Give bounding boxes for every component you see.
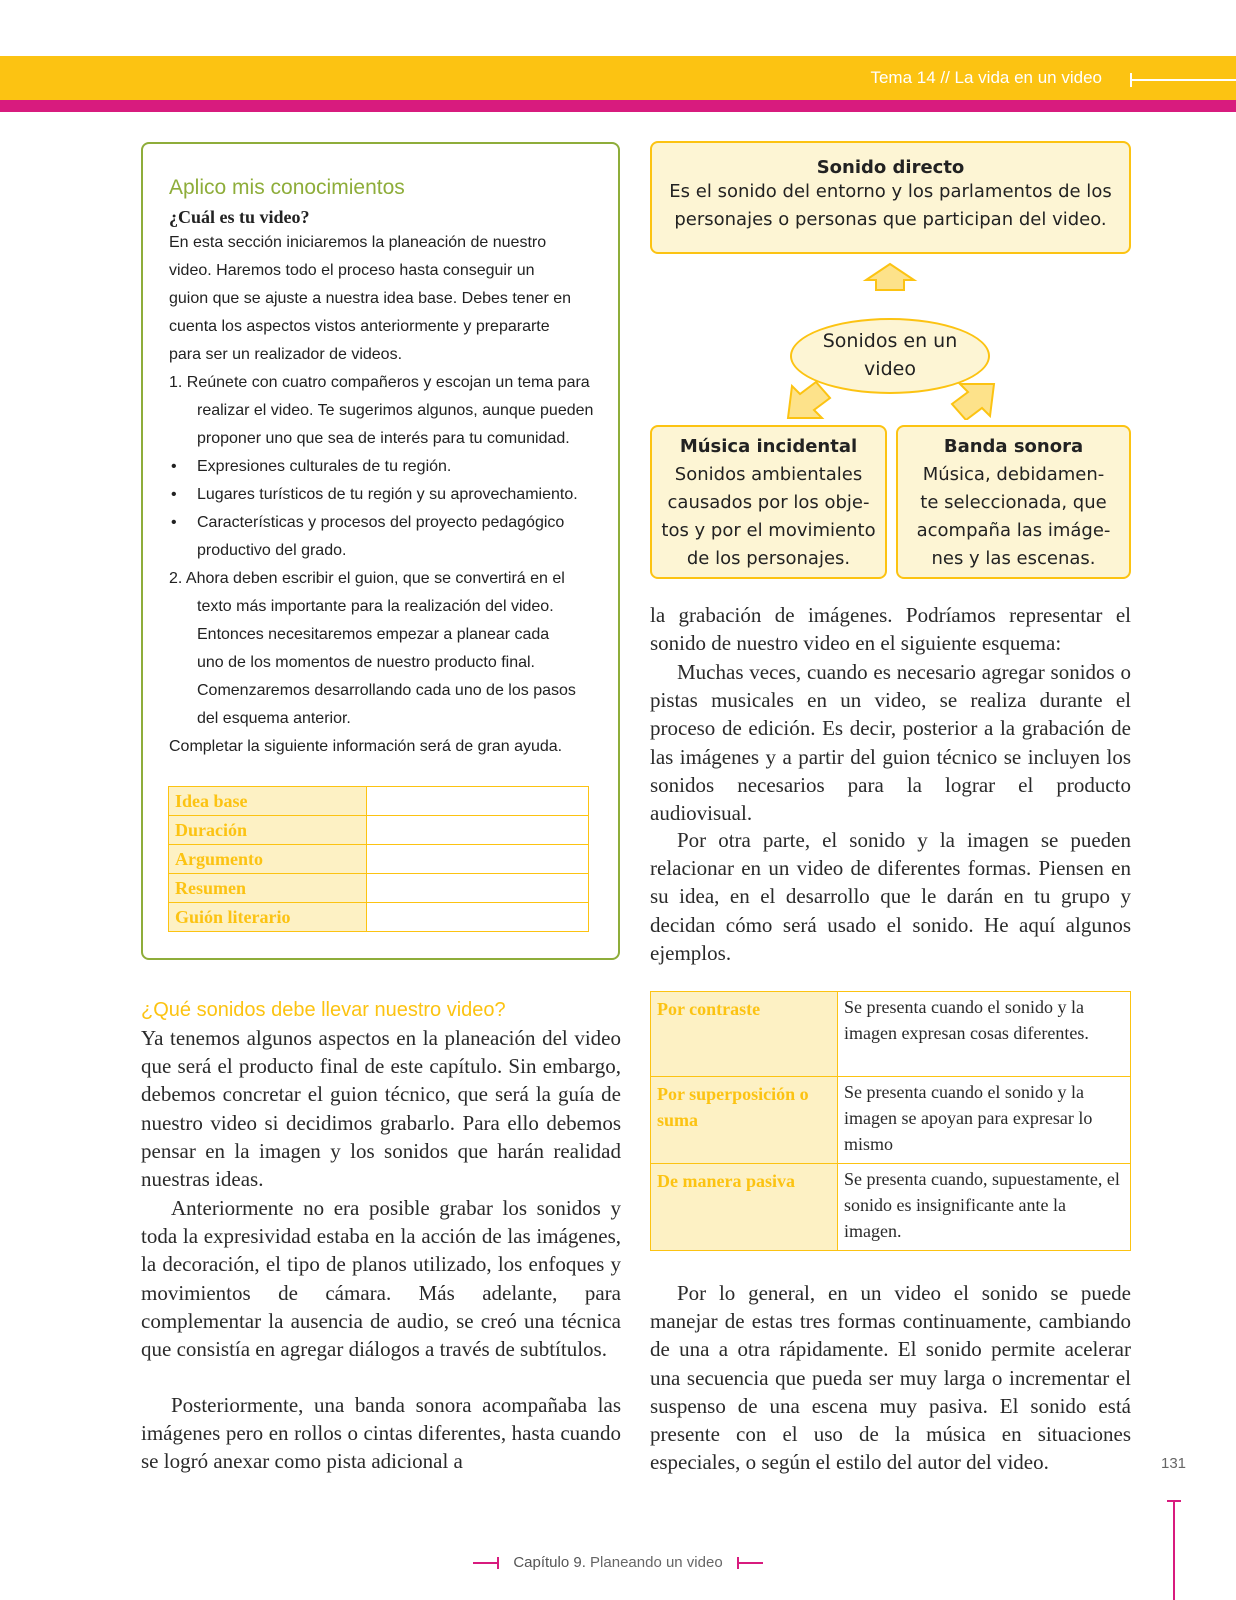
body-paragraph: la grabación de imágenes. Podríamos representar el sonido de nuestro video en el siguiente esquema: [650,603,1131,656]
activity-line: texto más importante para la realización del video. [197,598,554,615]
sound-image-table [650,991,1131,1251]
table-row [169,787,589,816]
table-row [169,874,589,903]
activity-line: Entonces necesitaremos empezar a planear cada [197,626,550,643]
table-row [651,1164,1131,1251]
diagram-box-text: causados por los obje- [667,492,870,513]
activity-line: 1. Reúnete con cuatro compañeros y escojan un tema para [169,374,590,391]
diagram-box-direct-sound [650,141,1131,254]
bullet: • [171,486,177,503]
activity-question: ¿Cuál es tu video? [169,207,310,227]
chapter-title: Planeando un video [590,1554,723,1571]
activity-line: guion que se ajuste a nuestra idea base. Debes tener en [169,290,572,307]
table-label: Guión literario [169,903,367,932]
footer-rule-left [473,1562,499,1564]
activity-heading: Aplico mis conocimientos [169,176,405,199]
planning-table [168,786,589,932]
table-answer-cell[interactable] [367,903,589,932]
footer [0,1554,1236,1571]
arrow-down-left-icon [786,380,836,420]
header-rule [1132,79,1236,81]
activity-line: Completar la siguiente información será de gran ayuda. [169,738,563,755]
body-paragraph: Posteriormente, una banda sonora acompañaba las imágenes pero en rollos o cintas diferentes, hasta cuando se logró anexar como pista adicional a [141,1393,621,1474]
table-row [169,903,589,932]
bullet: • [171,458,177,475]
table-row [651,992,1131,1077]
table-row [169,816,589,845]
table-value: Se presenta cuando el sonido y la imagen expresan cosas diferentes. [838,992,1131,1077]
activity-line: para ser un realizador de videos. [169,346,403,363]
activity-line: video. Haremos todo el proceso hasta conseguir un [169,262,535,279]
activity-line: 2. Ahora deben escribir el guion, que se convertirá en el [169,570,565,587]
diagram-box-text: personajes o personas que participan del video. [674,209,1107,230]
diagram-box-text: Sonidos ambientales [674,464,863,485]
diagram-box-title: Sonido directo [816,157,965,178]
diagram-box-title: Banda sonora [943,436,1084,457]
table-label: Duración [169,816,367,845]
table-answer-cell[interactable] [367,787,589,816]
diagram-box-title: Música incidental [679,436,858,457]
diagram-box-text: de los personajes. [686,548,851,569]
body-paragraph: Anteriormente no era posible grabar los sonidos y toda la expresividad estaba en la acción de las imágenes, la decoración, el tipo de planos utilizado, los enfoques y movimientos de cámara. Más adelante, para complementar la ausencia de audio, se creó una técnica que consistía en agregar diálogos a través de subtítulos. [141,1196,621,1362]
activity-line: proponer uno que sea de interés para tu comunidad. [197,430,570,447]
activity-line: productivo del grado. [197,542,347,559]
oval-text: Sonidos en un [822,330,958,352]
diagram-box-text: Música, debidamen- [922,464,1105,485]
body-paragraph: Por otra parte, el sonido y la imagen se pueden relacionar en un video de diferentes formas. Piensen en su idea, en el desarrollo que le darán en tu grupo y decidan cómo será usado el sonido. He aquí algunos ejemplos. [650,828,1131,965]
diagram-box-text: te seleccionada, que [920,492,1107,513]
table-key: Por superposición o suma [651,1077,838,1164]
diagram-box-text: acompaña las imáge- [916,520,1111,541]
body-paragraph: Ya tenemos algunos aspectos en la planeación del video que será el producto final de este capítulo. Sin embargo, debemos concretar el guion técnico, que será la guía de nuestro video si decidimos grabarlo. Para ello debemos pensar en la imagen y los sonidos que harán realidad nuestras ideas. [141,1026,621,1192]
table-answer-cell[interactable] [367,845,589,874]
diagram-box-text: nes y las escenas. [931,548,1096,569]
activity-line: En esta sección iniciaremos la planeación de nuestro [169,234,547,251]
arrow-down-right-icon [946,380,996,420]
activity-line: Comenzaremos desarrollando cada uno de los pasos [197,682,576,699]
table-label: Argumento [169,845,367,874]
footer-rule-right [737,1562,763,1564]
table-row [651,1077,1131,1164]
diagram-box-text: Es el sonido del entorno y los parlamentos de los [669,181,1112,202]
activity-line: realizar el video. Te sugerimos algunos, aunque pueden [197,402,594,419]
table-answer-cell[interactable] [367,874,589,903]
table-answer-cell[interactable] [367,816,589,845]
arrow-up-icon [860,262,920,292]
page-number: 131 [1161,1455,1187,1472]
activity-line: cuenta los aspectos vistos anteriormente y prepararte [169,318,550,335]
oval-text: video [864,358,916,380]
activity-line: Expresiones culturales de tu región. [197,458,452,475]
table-label: Resumen [169,874,367,903]
section-heading: ¿Qué sonidos debe llevar nuestro video? [141,999,506,1021]
table-value: Se presenta cuando, supuestamente, el sonido es insignificante ante la imagen. [838,1164,1131,1251]
activity-line: uno de los momentos de nuestro producto final. [197,654,535,671]
table-row [169,845,589,874]
table-value: Se presenta cuando el sonido y la imagen se apoyan para expresar lo mismo [838,1077,1131,1164]
page-number-rule [1173,1500,1175,1600]
header-accent-stripe [0,100,1236,112]
activity-line: Características y procesos del proyecto pedagógico [197,514,565,531]
chapter-number: Capítulo 9. [513,1554,586,1571]
diagram-box-text: tos y por el movimiento [661,520,876,541]
activity-line: del esquema anterior. [197,710,351,727]
bullet: • [171,514,177,531]
table-label: Idea base [169,787,367,816]
activity-line: Lugares turísticos de tu región y su aprovechamiento. [197,486,578,503]
table-key: De manera pasiva [651,1164,838,1251]
body-paragraph: Por lo general, en un video el sonido se puede manejar de estas tres formas continuamente, cambiando de una a otra rápidamente. El sonido permite acelerar una secuencia que pueda ser muy larga o incrementar el suspenso de una escena muy pasiva. El sonido está presente con el uso de la música en situaciones especiales, o según el estilo del autor del video. [650,1281,1131,1475]
table-key: Por contraste [651,992,838,1077]
body-paragraph: Muchas veces, cuando es necesario agregar sonidos o pistas musicales en un video, se realiza durante el proceso de edición. Es decir, posterior a la grabación de las imágenes y a partir del guion técnico se incluyen los sonidos necesarios para la lograr el producto audiovisual. [650,660,1131,826]
topic-title: Tema 14 // La vida en un video [870,68,1102,87]
diagram-box-soundtrack [896,425,1131,579]
diagram-box-incidental-music [650,425,887,579]
